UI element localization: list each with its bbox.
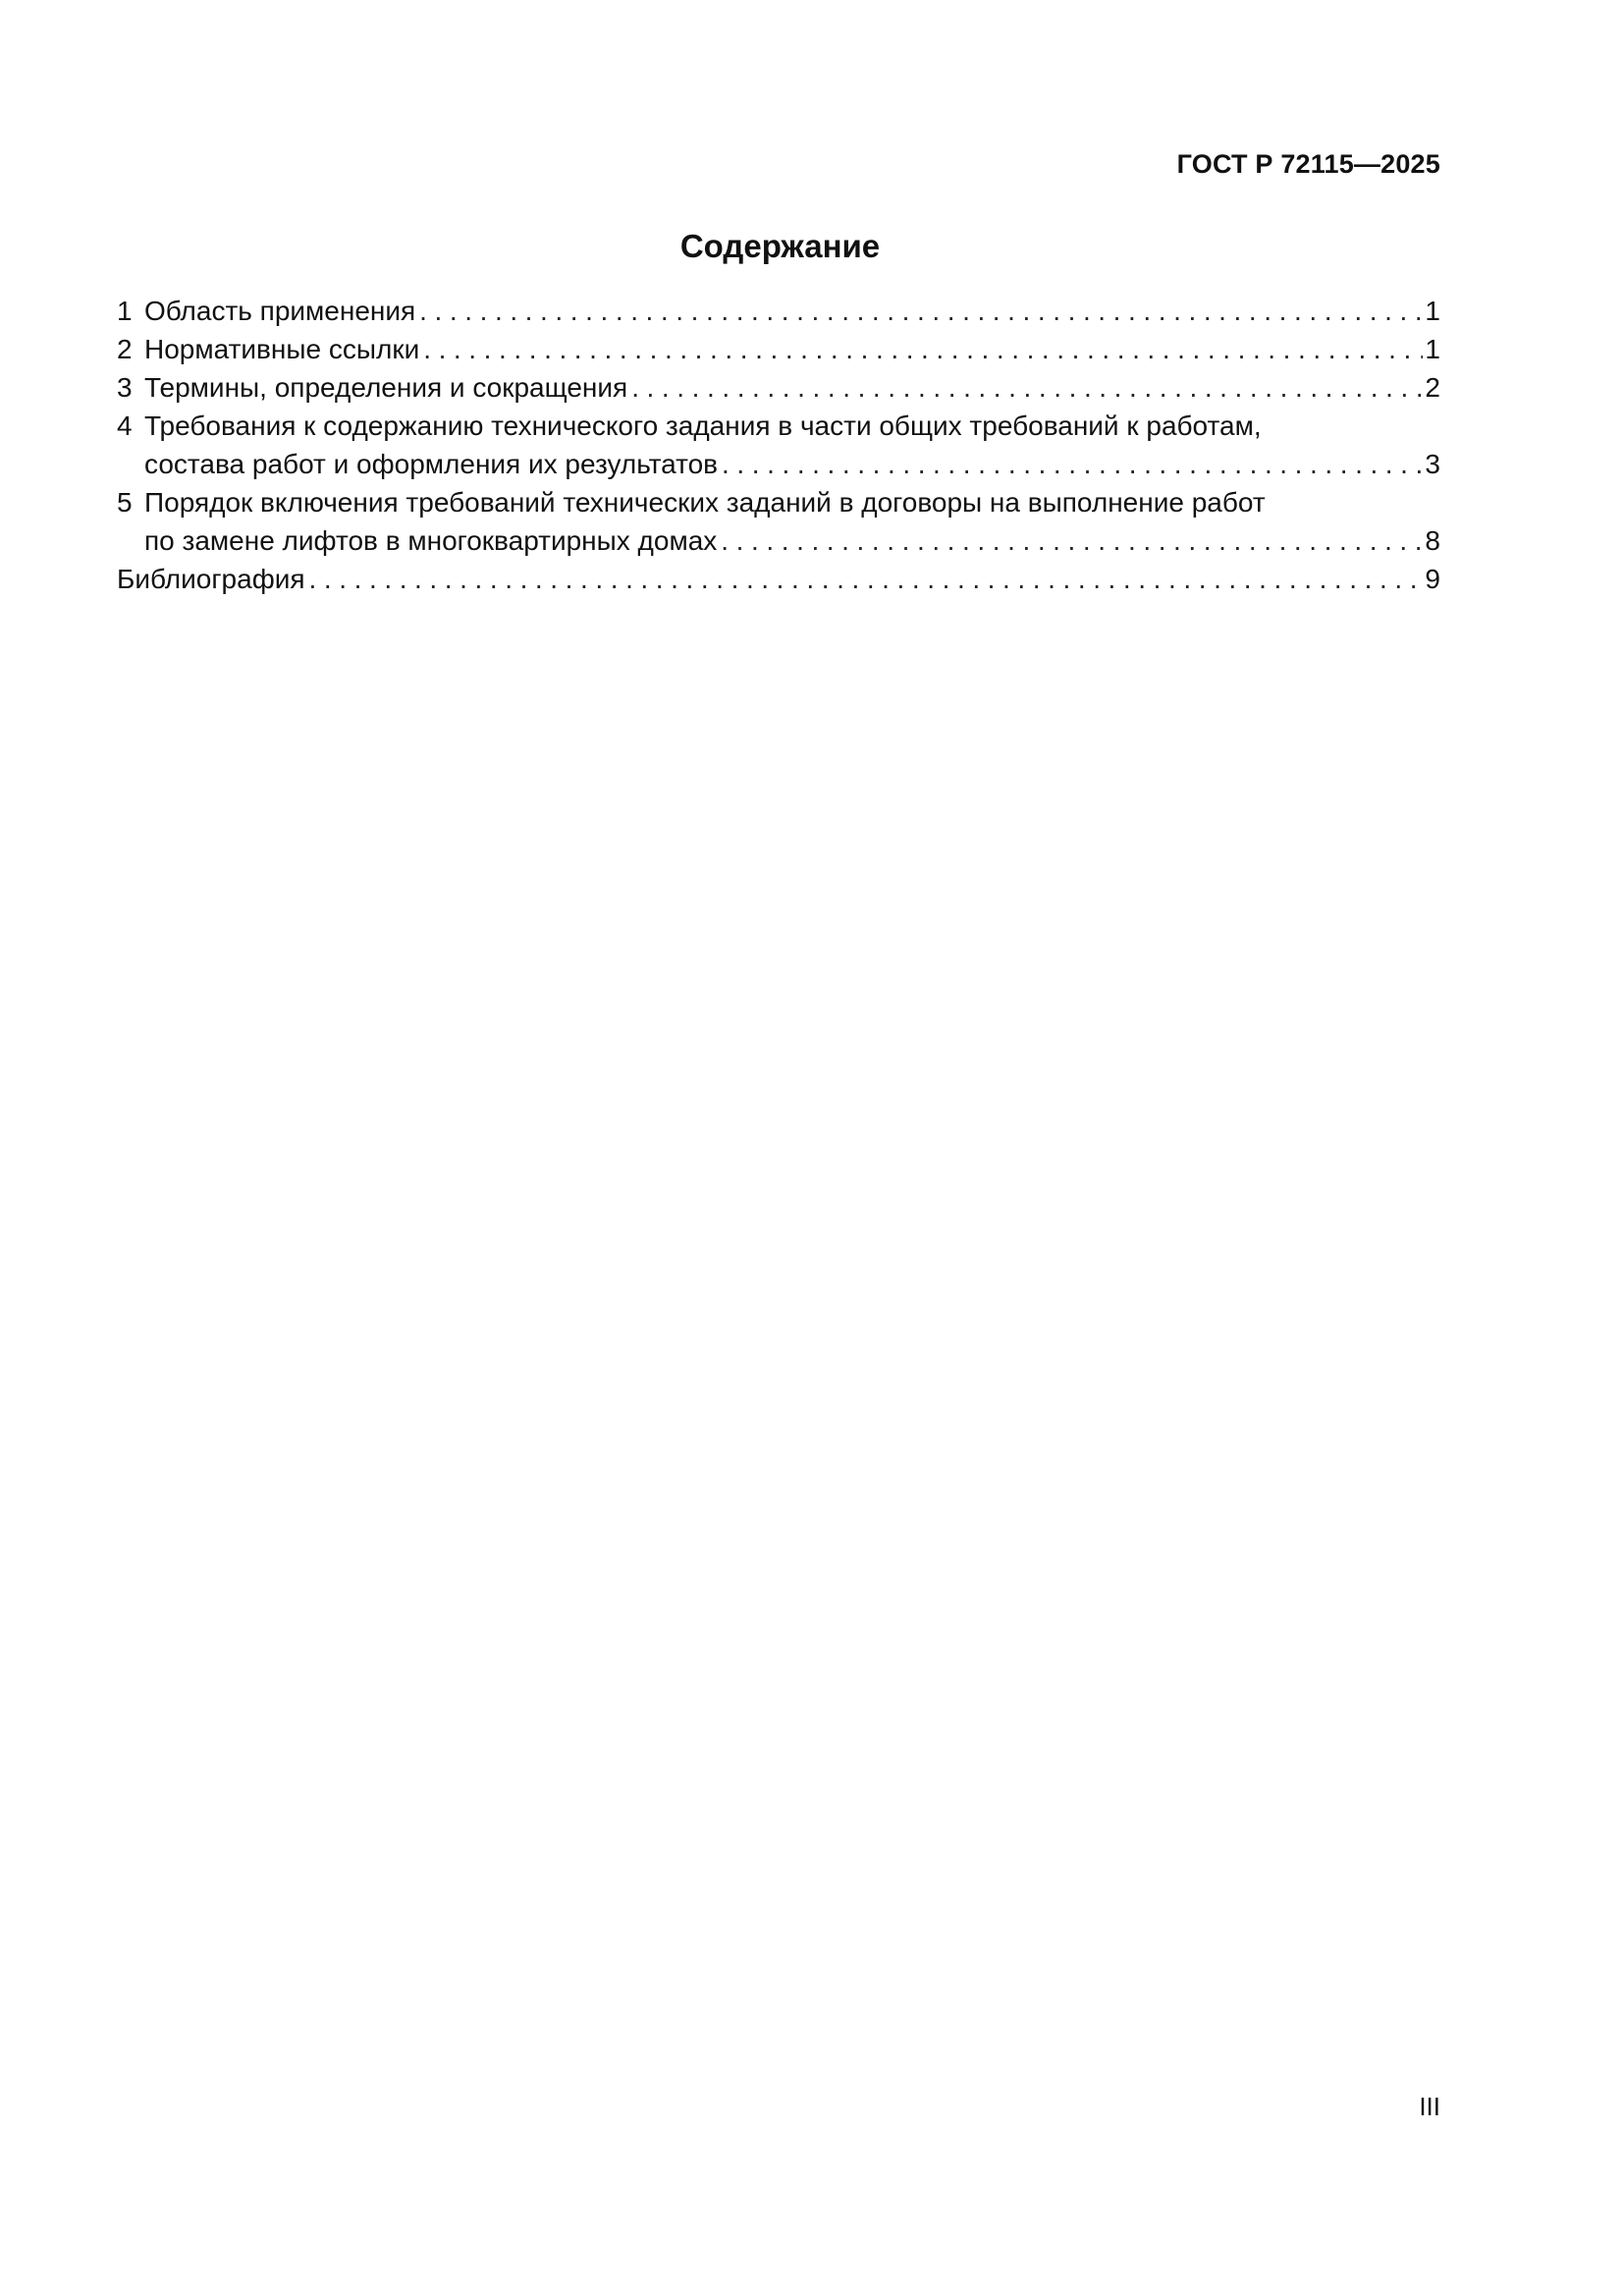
toc-dot-leader <box>415 292 1423 330</box>
toc-entry-title: Требования к содержанию технического задания в части общих требований к работам, <box>144 410 1262 441</box>
toc-entry-title-continuation: по замене лифтов в многоквартирных домах <box>144 525 718 556</box>
toc-page-number: 2 <box>1425 372 1440 403</box>
toc-title: Содержание <box>679 228 881 264</box>
toc-entry-title: Нормативные ссылки <box>144 334 420 364</box>
toc-dot-leader <box>718 445 1423 483</box>
table-of-contents <box>117 292 1440 598</box>
toc-entry-contract-inclusion-procedure[interactable] <box>117 483 1440 560</box>
toc-entry-title: Порядок включения требований технических заданий в договоры на выполнение работ <box>144 487 1266 518</box>
toc-dot-leader <box>305 560 1424 598</box>
toc-entry-number: 5 <box>117 487 133 518</box>
toc-entry-title: Область применения <box>144 296 416 326</box>
toc-entry-scope[interactable] <box>117 292 1440 330</box>
toc-entry-normative-references[interactable] <box>117 330 1440 368</box>
toc-entry-technical-task-requirements[interactable] <box>117 407 1440 483</box>
toc-entry-number: 3 <box>117 372 133 403</box>
toc-dot-leader <box>717 521 1423 560</box>
document-code: ГОСТ Р 72115—2025 <box>1176 149 1440 179</box>
toc-entry-bibliography[interactable] <box>117 560 1440 598</box>
toc-entry-terms-definitions[interactable] <box>117 368 1440 407</box>
toc-dot-leader <box>627 368 1423 407</box>
toc-page-number: 3 <box>1425 449 1440 479</box>
toc-entry-number: 1 <box>117 296 133 326</box>
toc-entry-number: 2 <box>117 334 133 364</box>
toc-entry-title: Термины, определения и сокращения <box>144 372 628 403</box>
toc-page-number: 9 <box>1425 564 1440 594</box>
toc-entry-title: Библиография <box>117 564 305 594</box>
page-number: III <box>1419 2092 1440 2121</box>
toc-entry-title-continuation: состава работ и оформления их результатов <box>144 449 719 479</box>
toc-dot-leader <box>419 330 1423 368</box>
toc-page-number: 1 <box>1425 334 1440 364</box>
toc-page-number: 8 <box>1425 525 1440 556</box>
toc-entry-number: 4 <box>117 410 133 441</box>
toc-page-number: 1 <box>1425 296 1440 326</box>
